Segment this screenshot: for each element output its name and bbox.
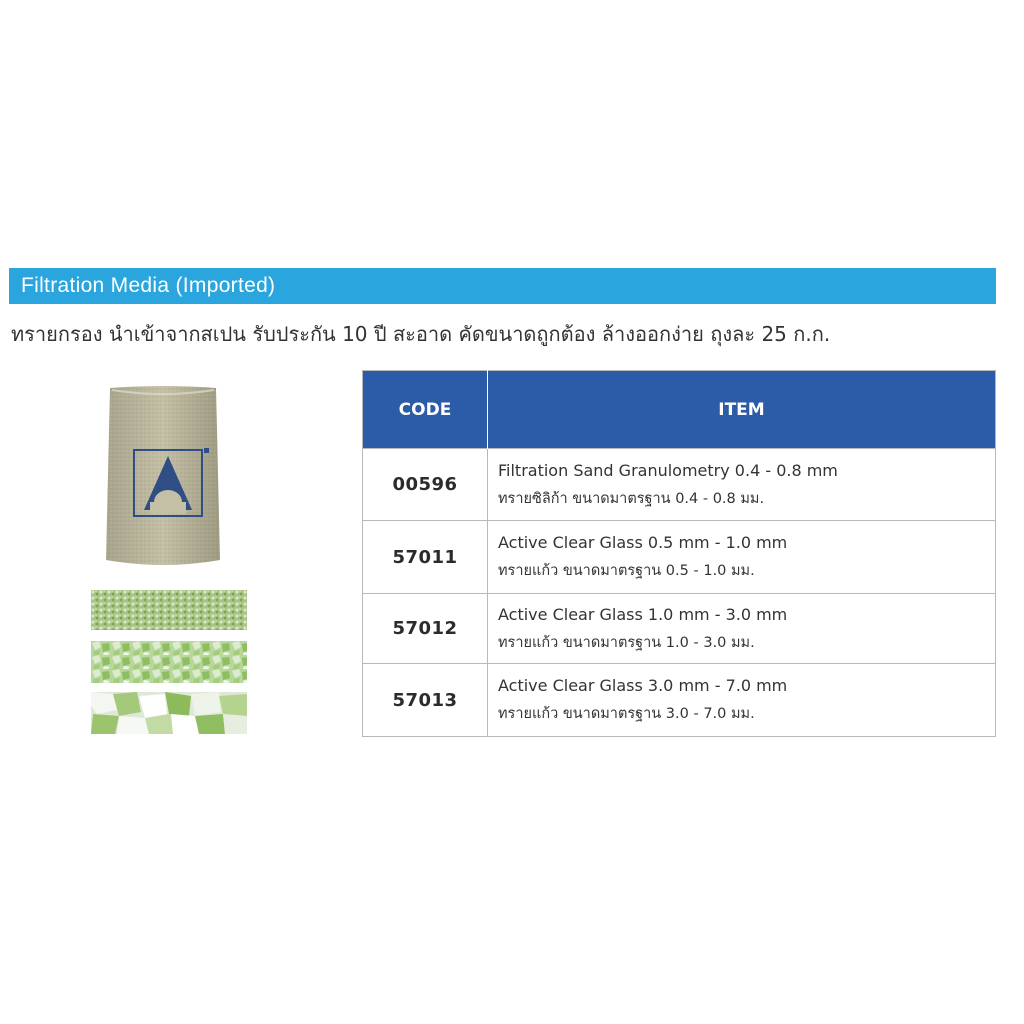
item-column-header: ITEM: [488, 371, 996, 449]
product-table: [362, 370, 996, 737]
table-header-row: [363, 371, 996, 449]
table-row: [363, 664, 996, 737]
product-description: ทรายกรอง นำเข้าจากสเปน รับประกัน 10 ปี สะอาด คัดขนาดถูกต้อง ล้างออกง่าย ถุงละ 25 ก.ก.: [11, 322, 831, 346]
section-header: [9, 268, 996, 304]
sand-bag-image: [104, 384, 222, 570]
product-code: 00596: [363, 449, 488, 521]
item-name-en: Filtration Sand Granulometry 0.4 - 0.8 mm: [498, 460, 838, 480]
product-code: 57012: [363, 594, 488, 664]
code-column-header: CODE: [363, 371, 488, 449]
product-item: [488, 664, 996, 737]
medium-glass-media-swatch: [91, 641, 247, 683]
table-row: [363, 521, 996, 594]
item-name-th: ทรายแก้ว ขนาดมาตรฐาน 0.5 - 1.0 มม.: [498, 563, 755, 579]
item-name-th: ทรายซิลิก้า ขนาดมาตรฐาน 0.4 - 0.8 มม.: [498, 490, 765, 507]
item-name-th: ทรายแก้ว ขนาดมาตรฐาน 1.0 - 3.0 มม.: [498, 634, 755, 651]
item-name-en: Active Clear Glass 3.0 mm - 7.0 mm: [498, 676, 788, 695]
section-title: Filtration Media (Imported): [21, 274, 276, 297]
product-code: 57011: [363, 521, 488, 594]
product-item: [488, 594, 996, 664]
table-row: [363, 594, 996, 664]
product-item: [488, 521, 996, 594]
item-name-en: Active Clear Glass 0.5 mm - 1.0 mm: [498, 533, 788, 552]
product-code: 57013: [363, 664, 488, 737]
coarse-glass-media-swatch: [91, 692, 247, 734]
item-name-th: ทรายแก้ว ขนาดมาตรฐาน 3.0 - 7.0 มม.: [498, 706, 755, 722]
table-row: [363, 449, 996, 521]
product-item: [488, 449, 996, 521]
item-name-en: Active Clear Glass 1.0 mm - 3.0 mm: [498, 604, 788, 624]
fine-glass-media-swatch: [91, 590, 247, 630]
